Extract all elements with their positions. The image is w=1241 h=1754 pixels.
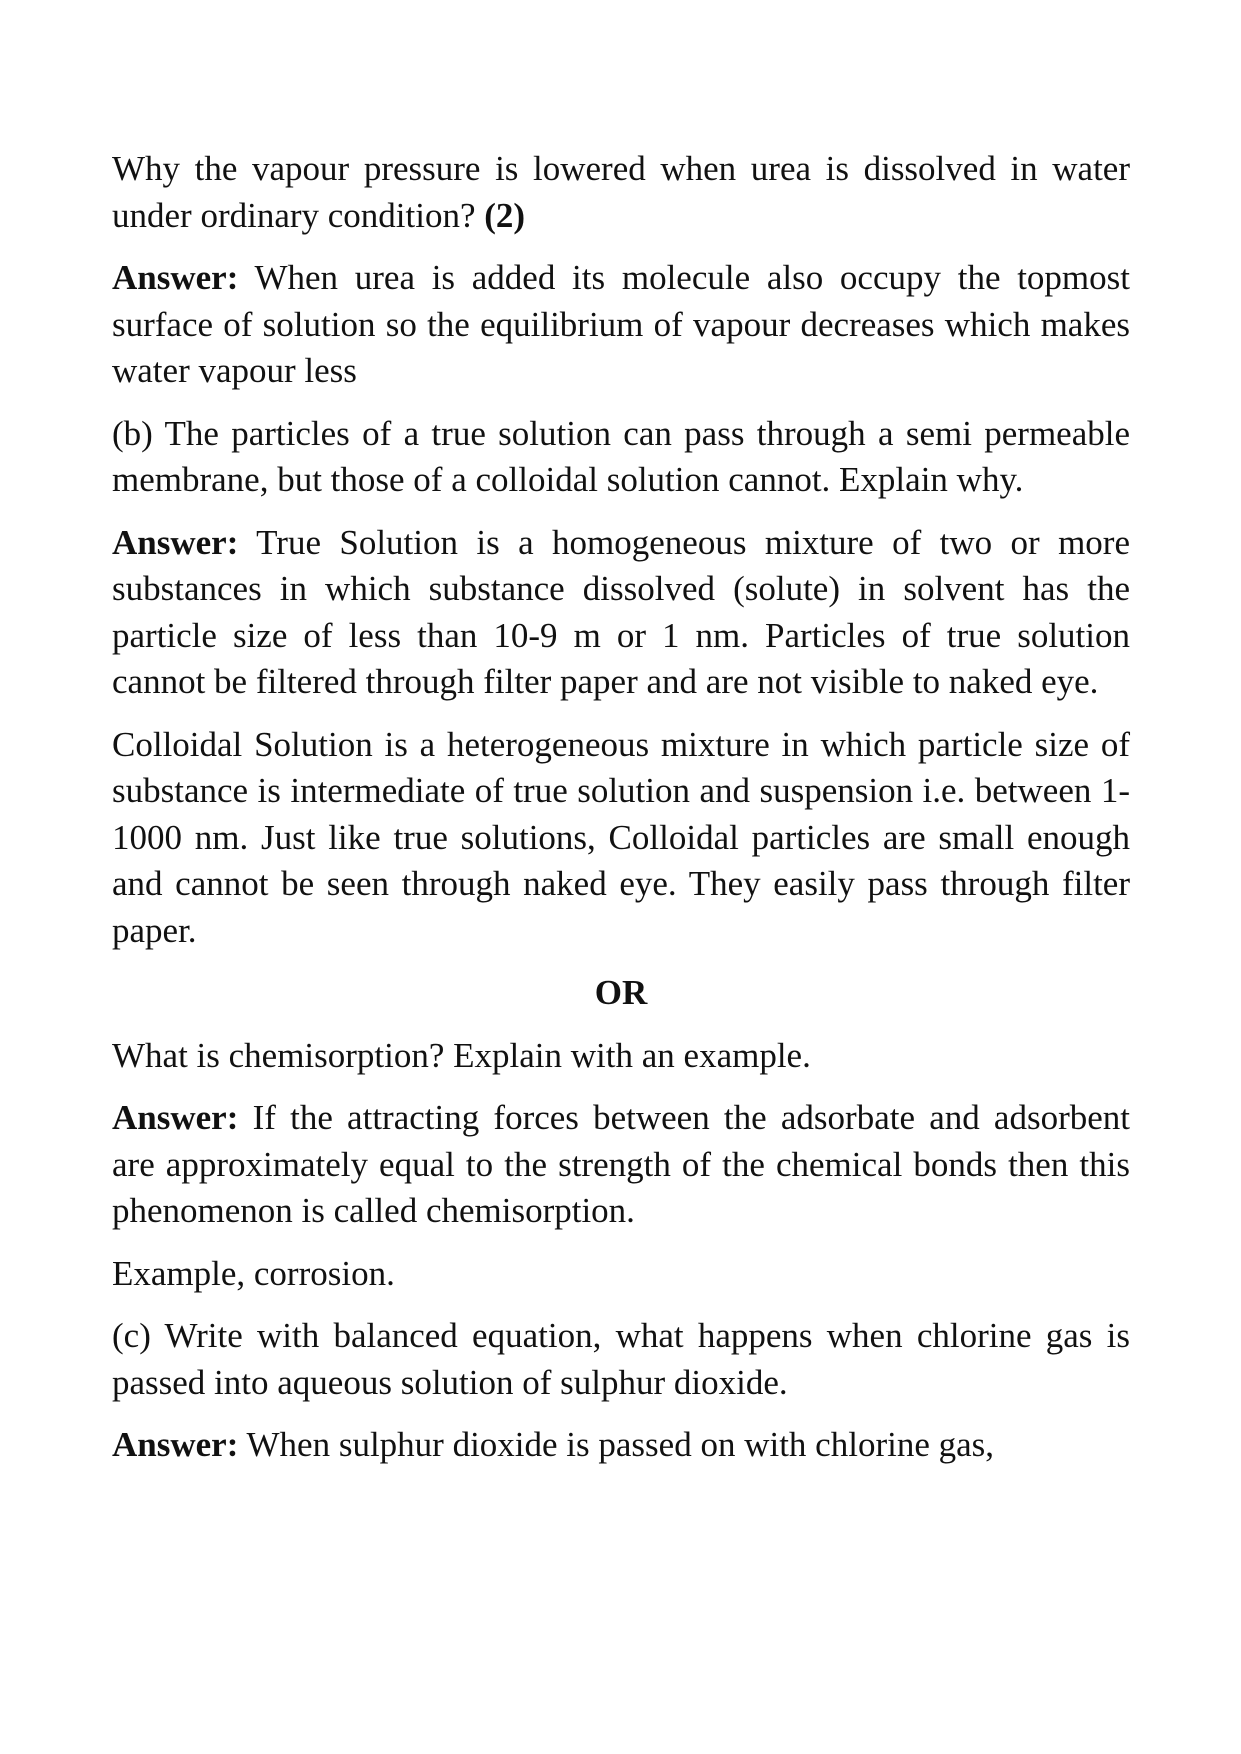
answer-text: If the attracting forces between the adsorbate and adsorbent are approximately equal to the strength of the chemical bonds then this phenomenon is called chemisorption. bbox=[112, 1098, 1130, 1230]
question-b-true-solution bbox=[112, 411, 1130, 504]
answer-label: Answer: bbox=[112, 1425, 239, 1464]
question-chemisorption bbox=[112, 1033, 1130, 1080]
answer-chemisorption-example bbox=[112, 1251, 1130, 1298]
answer-text: When sulphur dioxide is passed on with chlorine gas, bbox=[246, 1425, 995, 1464]
document-page bbox=[112, 146, 1130, 1485]
question-vapour-pressure bbox=[112, 146, 1130, 239]
or-separator: OR bbox=[594, 973, 648, 1012]
answer-b-true-solution bbox=[112, 520, 1130, 706]
question-text: (b) The particles of a true solution can pass through a semi permeable membrane, but those of a colloidal solution cannot. Explain why. bbox=[112, 413, 1130, 499]
answer-label: Answer: bbox=[112, 522, 239, 562]
question-c-chlorine bbox=[112, 1313, 1130, 1406]
answer-text: True Solution is a homogeneous mixture of two or more substances in which substance dissolved (solute) in solvent has the particle size of less than 10-9 m or 1 nm. Particles of true solution cannot be filtered through filter paper and are not visible to naked eye. bbox=[112, 522, 1130, 701]
answer-vapour-pressure bbox=[112, 255, 1130, 395]
question-text: (c) Write with balanced equation, what happens when chlorine gas is passed into aqueous solution of sulphur dioxide. bbox=[112, 1316, 1130, 1402]
question-text: What is chemisorption? Explain with an example. bbox=[112, 1035, 811, 1075]
question-text: Why the vapour pressure is lowered when urea is dissolved in water under ordinary condition? bbox=[112, 149, 1130, 235]
answer-text: Example, corrosion. bbox=[112, 1253, 395, 1293]
marks-label: (2) bbox=[484, 195, 526, 235]
answer-text: When urea is added its molecule also occupy the topmost surface of solution so the equilibrium of vapour decreases which makes water vapour less bbox=[112, 258, 1130, 390]
answer-b-colloidal-solution bbox=[112, 722, 1130, 955]
answer-c-chlorine bbox=[112, 1422, 1130, 1469]
answer-text: Colloidal Solution is a heterogeneous mixture in which particle size of substance is intermediate of true solution and suspension i.e. between 1-1000 nm. Just like true solutions, Colloidal particles are small enough and cannot be seen through naked eye. They easily pass through filter paper. bbox=[112, 724, 1130, 950]
answer-label: Answer: bbox=[112, 258, 239, 297]
answer-label: Answer: bbox=[112, 1098, 239, 1137]
answer-chemisorption bbox=[112, 1095, 1130, 1235]
